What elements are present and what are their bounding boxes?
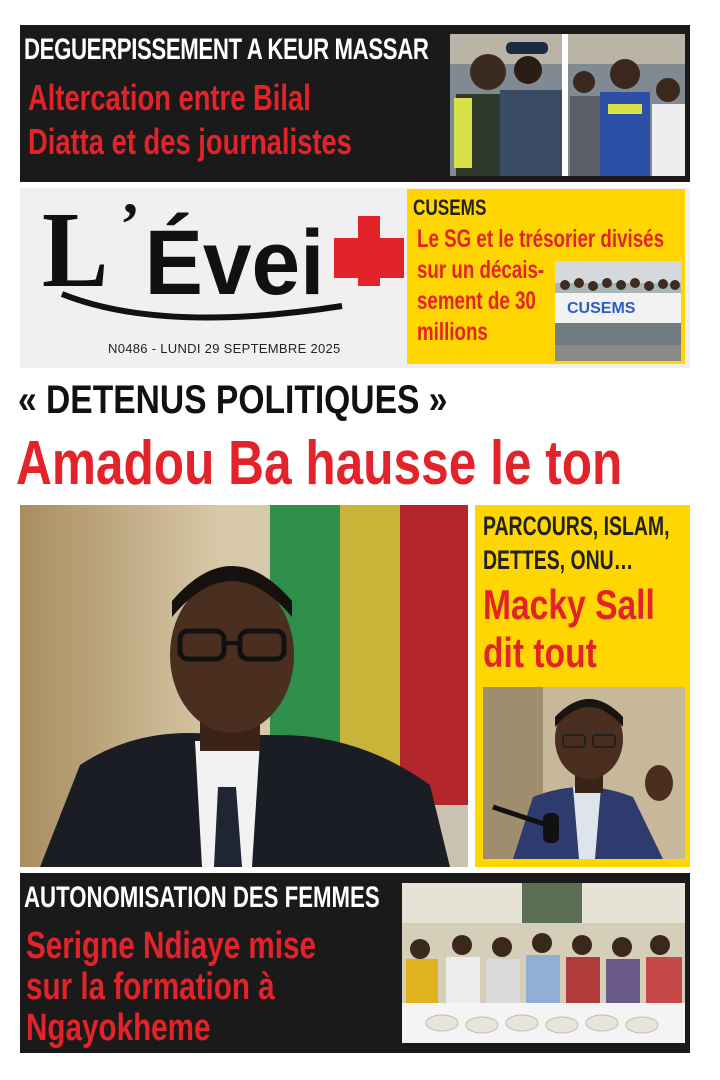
macky-kicker-line1: PARCOURS, ISLAM, <box>483 511 670 541</box>
cusems-headline-line3: sement de 30 <box>417 287 536 315</box>
macky-story-box[interactable] <box>475 505 690 867</box>
cusems-banner-text: CUSEMS <box>567 300 636 317</box>
main-story-kicker: « DETENUS POLITIQUES » <box>18 378 448 422</box>
svg-text:’: ’ <box>120 194 140 257</box>
top-story-photo <box>450 34 685 176</box>
cusems-kicker: CUSEMS <box>413 195 487 220</box>
bottom-story-kicker: AUTONOMISATION DES FEMMES <box>24 881 380 914</box>
cusems-photo <box>555 261 681 361</box>
svg-text:Évei: Évei <box>144 211 325 315</box>
macky-headline-line1: Macky Sall <box>483 581 655 628</box>
bottom-story-headline-line3: Ngayokheme <box>26 1007 211 1049</box>
cusems-story-box[interactable] <box>407 189 685 364</box>
newspaper-logo[interactable] <box>42 194 412 334</box>
bottom-story-banner[interactable] <box>20 873 690 1053</box>
macky-photo <box>483 687 685 859</box>
top-story-headline-line1: Altercation entre Bilal <box>28 77 311 118</box>
main-story-headline[interactable]: Amadou Ba hausse le ton <box>16 429 623 498</box>
cusems-headline-line4: millions <box>417 318 488 346</box>
svg-text:L: L <box>42 194 109 310</box>
issue-date: N0486 - LUNDI 29 SEPTEMBRE 2025 <box>108 341 341 356</box>
top-story-banner[interactable] <box>20 25 690 182</box>
macky-kicker-line2: DETTES, ONU… <box>483 545 634 575</box>
bottom-story-headline-line1: Serigne Ndiaye mise <box>26 925 316 967</box>
cusems-headline-line2: sur un décais- <box>417 256 545 284</box>
macky-headline-line2: dit tout <box>483 629 597 676</box>
main-story-photo[interactable] <box>20 505 468 867</box>
cusems-headline-line1: Le SG et le trésorier divisés <box>417 225 664 253</box>
top-story-kicker: DEGUERPISSEMENT A KEUR MASSAR <box>24 33 429 66</box>
top-story-headline-line2: Diatta et des journalistes <box>28 121 352 162</box>
bottom-story-headline-line2: sur la formation à <box>26 966 275 1008</box>
bottom-story-photo <box>402 883 685 1043</box>
